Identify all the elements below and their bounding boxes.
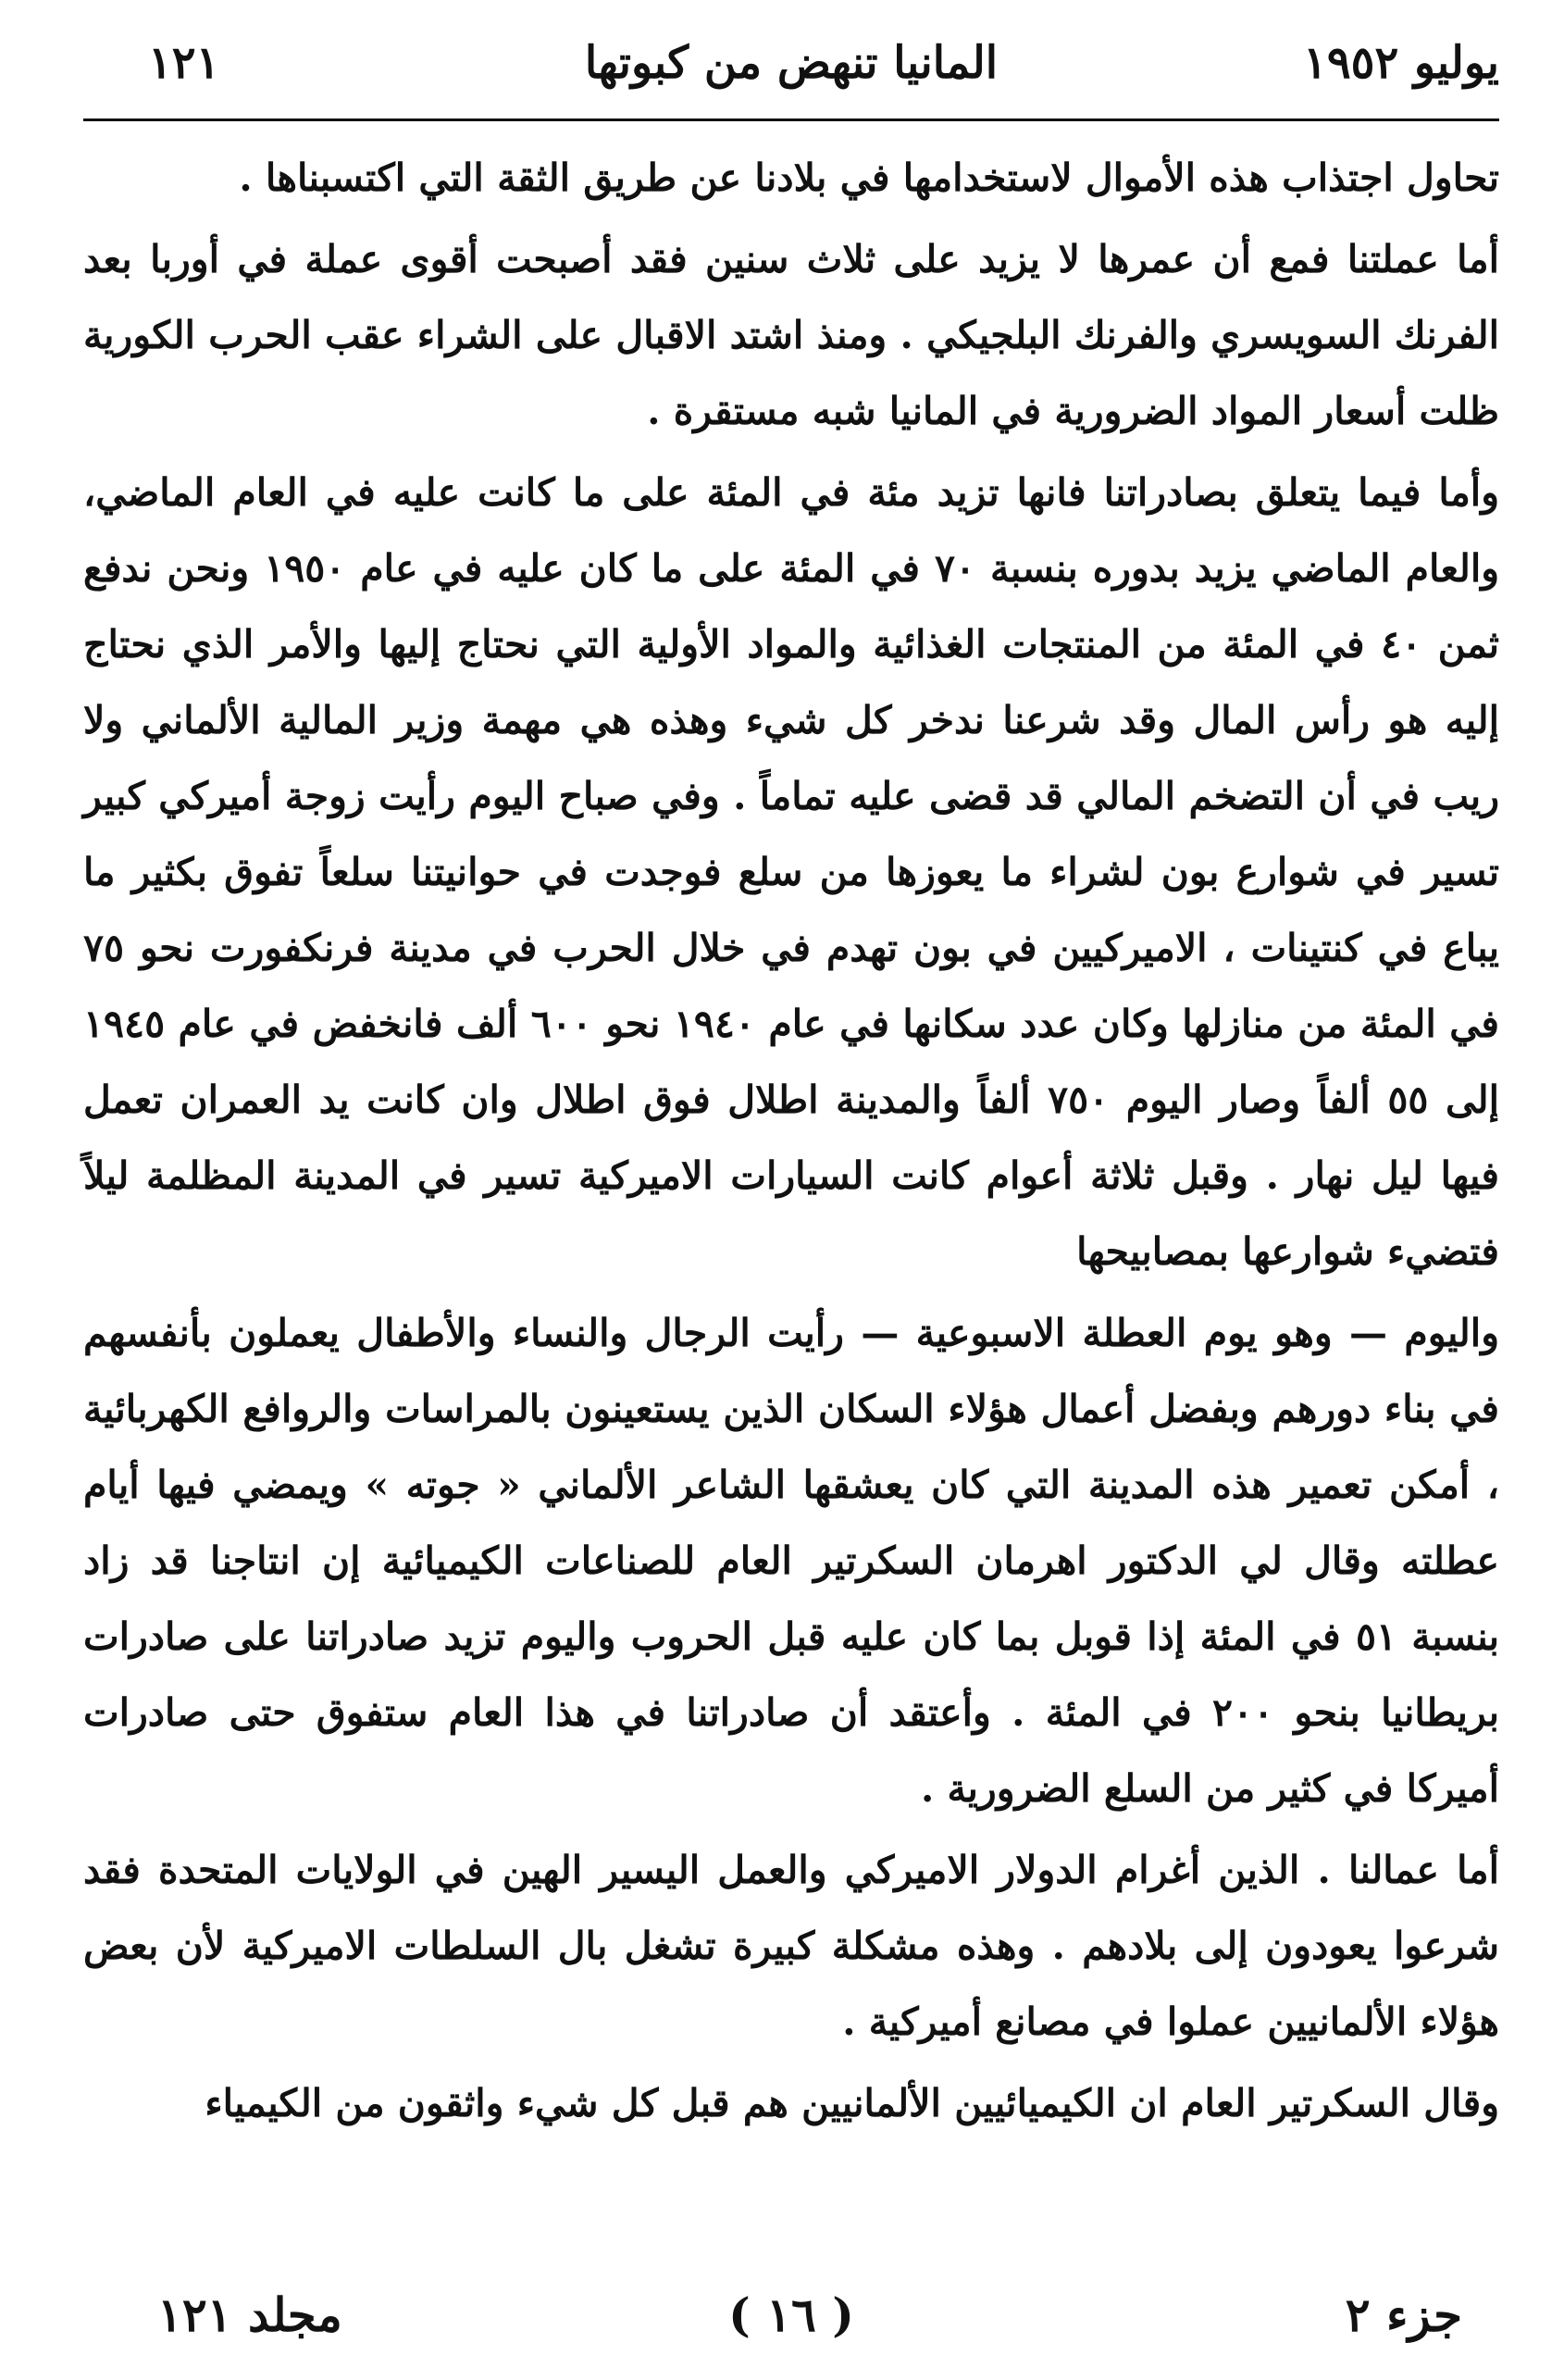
page-footer [83,2277,1499,2342]
header-date: يوليو ١٩٥٢ [1303,37,1499,89]
paragraph: وأما فيما يتعلق بصادراتنا فانها تزيد مئة في المئة على ما كانت عليه في العام الماضي، والعام الماضي يزيد بدوره بنسبة ٧٠ في المئة على ما كان عليه في عام ١٩٥٠ ونحن ندفع ثمن ٤٠ في المئة من المنتجات الغذائية والمواد الأولية التي نحتاج إليها والأمر الذي نحتاج إليه هو رأس المال وقد شرعنا ندخر كل شيء وهذه هي مهمة وزير المالية الألماني ولا ريب في أن التضخم المالي قد قضى عليه تماماً . وفي صباح اليوم رأيت زوجة أميركي كبير تسير في شوارع بون لشراء ما يعوزها من سلع فوجدت في حوانيتنا سلعاً تفوق بكثير ما يباع في كنتينات ، الاميركيين في بون تهدم في خلال الحرب في مدينة فرنكفورت نحو ٧٥ في المئة من منازلها وكان عدد سكانها في عام ١٩٤٠ نحو ٦٠٠ ألف فانخفض في عام ١٩٤٥ إلى ٥٥ ألفاً وصار اليوم ٧٥٠ ألفاً والمدينة اطلال فوق اطلال وان كانت يد العمران تعمل فيها ليل نهار . وقبل ثلاثة أعوام كانت السيارات الاميركية تسير في المدينة المظلمة ليلاً فتضيء شوارعها بمصابيحها [83,470,1500,1274]
footer-sheet-number: ( ١٦ ) [728,2287,854,2342]
header-title: المانيا تنهض من كبوتها [584,37,999,89]
magazine-page [83,37,1499,2342]
running-header [83,37,1499,111]
header-page-number: ١٢١ [148,37,220,89]
paragraph: أما عملتنا فمع أن عمرها لا يزيد على ثلاث سنين فقد أصبحت أقوى عملة في أوربا بعد الفرنك السويسري والفرنك البلجيكي . ومنذ اشتد الاقبال على الشراء عقب الحرب الكورية ظلت أسعار المواد الضرورية في المانيا شبه مستقرة . [83,237,1499,433]
header-rule [83,118,1499,121]
paragraph: أما عمالنا . الذين أغرام الدولار الاميركي والعمل اليسير الهين في الولايات المتحدة فقد شرعوا يعودون إلى بلادهم . وهذه مشكلة كبيرة تشغل بال السلطات الاميركية لأن بعض هؤلاء الألمانيين عملوا في مصانع أميركية . [83,1848,1499,2044]
paragraph: وقال السكرتير العام ان الكيميائيين الألمانيين هم قبل كل شيء واثقون من الكيمياء [205,2081,1499,2125]
paragraph: تحاول اجتذاب هذه الأموال لاستخدامها في بلادنا عن طريق الثقة التي اكتسبناها . [239,156,1499,200]
article-body [83,140,1499,2141]
footer-volume: مجلد ١٢١ [157,2287,342,2342]
paragraph: واليوم — وهو يوم العطلة الاسبوعية — رأيت الرجال والنساء والأطفال يعملون بأنفسهم في بناء دورهم وبفضل أعمال هؤلاء السكان الذين يستعينون بالمراسات والروافع الكهربائية ، أمكن تعمير هذه المدينة التي كان يعشقها الشاعر الألماني « جوته » ويمضي فيها أيام عطلته وقال لي الدكتور اهرمان السكرتير العام للصناعات الكيميائية إن انتاجنا قد زاد بنسبة ٥١ في المئة إذا قوبل بما كان عليه قبل الحروب واليوم تزيد صادراتنا على صادرات بريطانيا بنحو ٢٠٠ في المئة . وأعتقد أن صادراتنا في هذا العام ستفوق حتى صادرات أميركا في كثير من السلع الضرورية . [83,1311,1499,1811]
footer-part: جزء ٢ [1345,2287,1462,2342]
